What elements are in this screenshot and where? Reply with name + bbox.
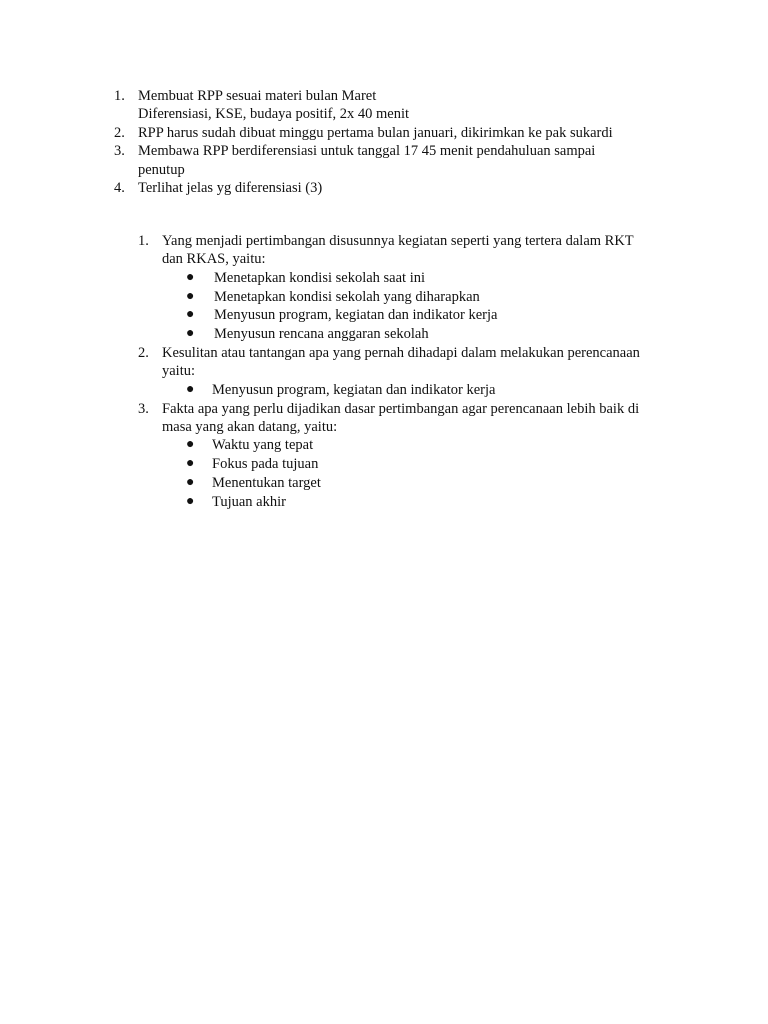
numbered-list-notes (114, 87, 674, 197)
list-number: 3. (138, 400, 149, 417)
bullet-item: ● Fokus pada tujuan (162, 455, 683, 474)
bullet-icon: ● (186, 269, 195, 285)
list-number: 1. (114, 88, 125, 104)
bullet-icon: ● (186, 493, 195, 509)
bullet-icon: ● (186, 475, 195, 491)
list-item-text: Diferensiasi, KSE, budaya positif, 2x 40 menit (138, 106, 410, 123)
question-text: dan RKAS, yaitu: (162, 251, 266, 268)
bullet-item: ● Waktu yang tepat (162, 436, 683, 455)
bullet-list (162, 269, 683, 344)
list-item (114, 179, 674, 197)
bullet-icon: ● (186, 307, 195, 323)
question-text: Yang menjadi pertimbangan disusunnya kegiatan seperti yang tertera dalam RKT (162, 233, 634, 249)
bullet-item: ● Menetapkan kondisi sekolah saat ini (162, 269, 683, 288)
bullet-item: ● Menetapkan kondisi sekolah yang diharapkan (162, 288, 683, 307)
question-item (138, 400, 683, 512)
question-item (138, 232, 683, 344)
question-item (138, 344, 683, 400)
list-item-text: Terlihat jelas yg diferensiasi (3) (138, 180, 323, 197)
list-number: 3. (114, 143, 125, 160)
list-item (114, 87, 674, 124)
bullet-item: ● Menyusun rencana anggaran sekolah (162, 325, 683, 344)
bullet-list (162, 436, 683, 511)
bullet-icon: ● (186, 437, 195, 453)
list-item-text: RPP harus sudah dibuat minggu pertama bulan januari, dikirimkan ke pak sukardi (138, 124, 613, 141)
question-text: Kesulitan atau tantangan apa yang pernah dihadapi dalam melakukan perencanaan (162, 345, 640, 361)
list-item (114, 124, 674, 142)
bullet-item: ● Tujuan akhir (162, 493, 683, 512)
list-number: 2. (138, 345, 149, 361)
list-number: 4. (114, 180, 125, 197)
bullet-list (162, 381, 683, 400)
bullet-item: ● Menyusun program, kegiatan dan indikator kerja (162, 381, 683, 400)
bullet-icon: ● (186, 381, 195, 397)
bullet-icon: ● (186, 326, 195, 342)
list-number: 2. (114, 124, 125, 141)
list-item (114, 142, 674, 179)
list-item-text: Membuat RPP sesuai materi bulan Maret (138, 88, 377, 104)
numbered-list-questions (138, 232, 683, 512)
bullet-icon: ● (186, 456, 195, 472)
question-text: masa yang akan datang, yaitu: (162, 419, 338, 436)
list-number: 1. (138, 233, 149, 249)
bullet-icon: ● (186, 288, 195, 304)
list-item-text: penutup (138, 161, 185, 178)
question-text: yaitu: (162, 363, 196, 380)
list-item-text: Membawa RPP berdiferensiasi untuk tanggal 17 45 menit pendahuluan sampai (138, 143, 596, 160)
question-text: Fakta apa yang perlu dijadikan dasar pertimbangan agar perencanaan lebih baik di (162, 400, 640, 417)
bullet-item: ● Menentukan target (162, 474, 683, 493)
bullet-item: ● Menyusun program, kegiatan dan indikator kerja (162, 306, 683, 325)
